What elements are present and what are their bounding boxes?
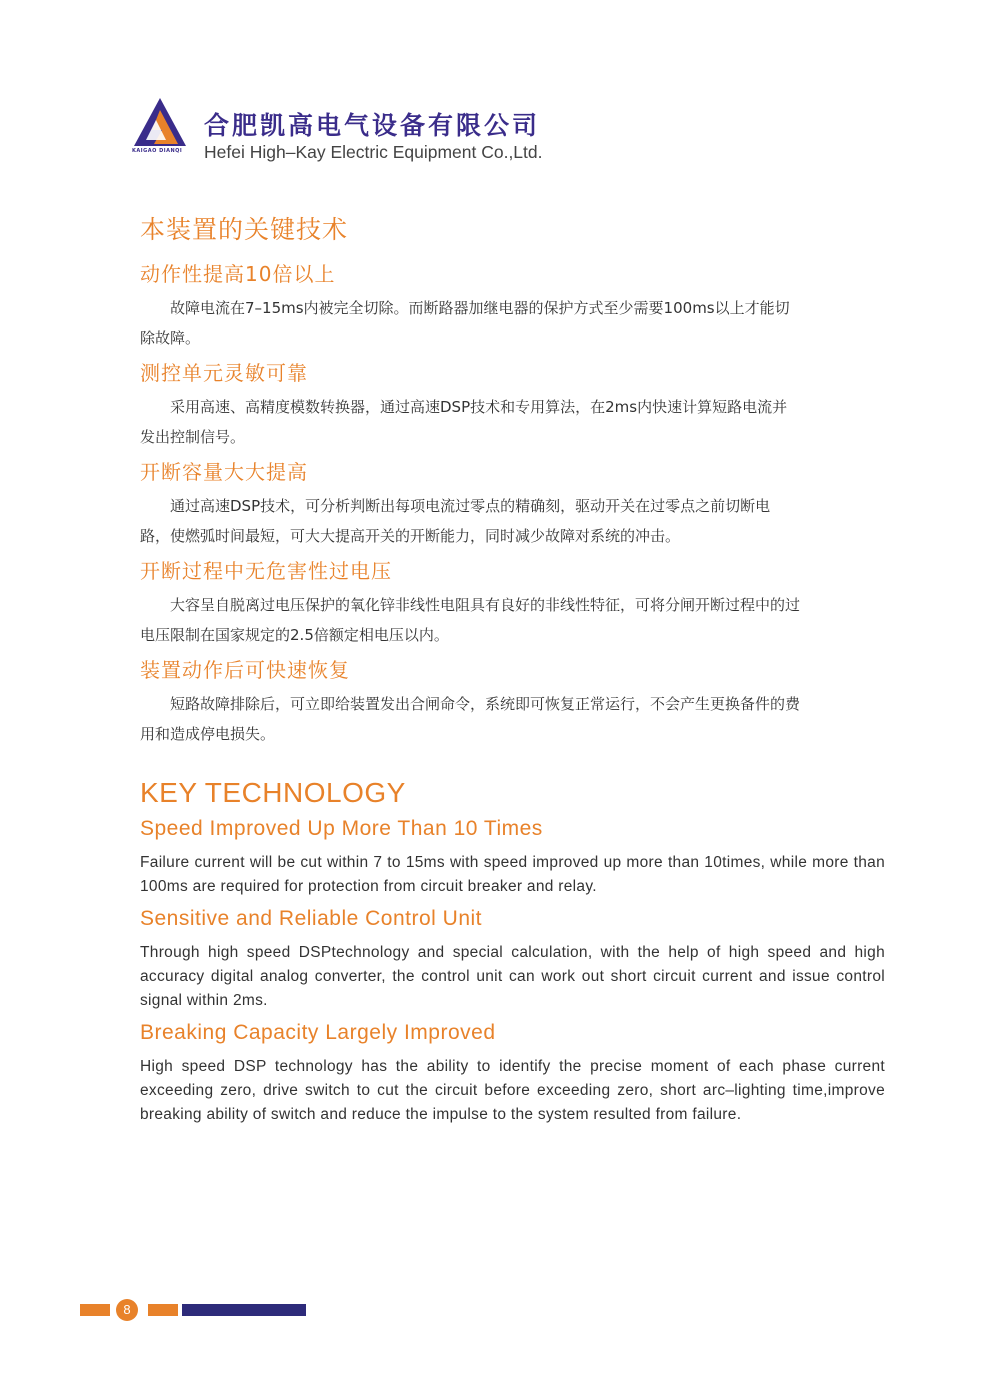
- logo-text: KAIGAO DIANQI: [132, 148, 183, 154]
- header: [132, 96, 652, 166]
- cn-section-text: 故障电流在7–15ms内被完全切除。而断路器加继电器的保护方式至少需要100ms以上才能切除故障。: [140, 299, 790, 347]
- cn-section-heading: 测控单元灵敏可靠: [140, 361, 308, 385]
- en-section-text: Failure current will be cut within 7 to 15ms with speed improved up more than 10times, while more than 100ms are required for protection from circuit breaker and relay.: [140, 854, 885, 895]
- footer-bar-orange: [80, 1304, 110, 1316]
- page-number: 8: [116, 1299, 138, 1321]
- en-section-heading: Breaking Capacity Largely Improved: [140, 1021, 496, 1044]
- cn-section-heading: 动作性提高10倍以上: [140, 262, 336, 286]
- footer-bar-purple: [182, 1304, 306, 1316]
- cn-section-text: 短路故障排除后，可立即给装置发出合闸命令，系统即可恢复正常运行，不会产生更换备件的费用和造成停电损失。: [140, 695, 801, 743]
- en-section-heading: Speed Improved Up More Than 10 Times: [140, 817, 543, 840]
- logo-triangle-icon: [132, 96, 188, 148]
- cn-section-text: 大容呈自脱离过电压保护的氧化锌非线性电阻具有良好的非线性特征，可将分闸开断过程中的过电压限制在国家规定的2.5倍额定相电压以内。: [140, 596, 801, 644]
- cn-section-heading: 装置动作后可快速恢复: [140, 658, 350, 682]
- cn-section-heading: 开断容量大大提高: [140, 460, 308, 484]
- company-name-cn: 合肥凯高电气设备有限公司: [204, 111, 541, 140]
- cn-section-heading: 开断过程中无危害性过电压: [140, 559, 392, 583]
- footer-bar-orange: [148, 1304, 178, 1316]
- en-page-title: KEY TECHNOLOGY: [140, 777, 406, 808]
- cn-section-text: 采用高速、高精度模数转换器，通过高速DSP技术和专用算法，在2ms内快速计算短路电流并发出控制信号。: [140, 398, 788, 446]
- cn-page-title: 本装置的关键技术: [140, 215, 349, 244]
- company-logo: [132, 96, 188, 156]
- page-footer: [80, 1299, 310, 1323]
- cn-section-text: 通过高速DSP技术，可分析判断出每项电流过零点的精确刻，驱动开关在过零点之前切断电路，使燃弧时间最短，可大大提高开关的开断能力，同时减少故障对系统的冲击。: [140, 497, 771, 545]
- en-section-text: Through high speed DSPtechnology and special calculation, with the help of high speed and high accuracy digital analog converter, the control unit can work out short circuit current and issue control signal within 2ms.: [140, 944, 885, 1009]
- company-name-en: Hefei High–Kay Electric Equipment Co.,Ltd.: [204, 142, 543, 162]
- main-content: [140, 210, 885, 1133]
- en-section-heading: Sensitive and Reliable Control Unit: [140, 907, 483, 930]
- en-section-text: High speed DSP technology has the ability to identify the precise moment of each phase current exceeding zero, drive switch to cut the circuit before exceeding zero, short arc–lighting time,improve breaking ability of switch and reduce the impulse to the system resulted from failure.: [140, 1058, 885, 1123]
